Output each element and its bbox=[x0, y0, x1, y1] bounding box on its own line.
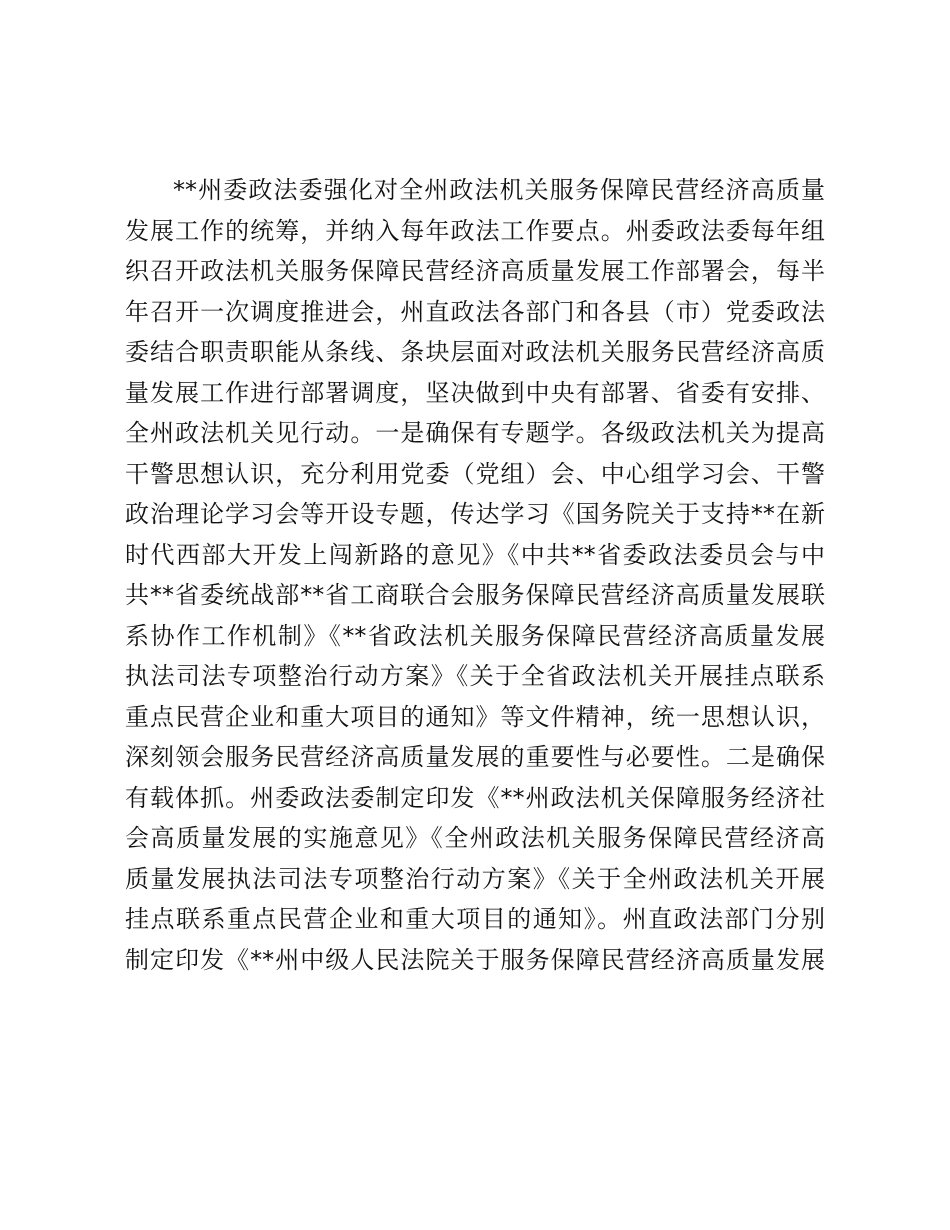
text-line: 政治理论学习会等开设专题，传达学习《国务院关于支持**在新 bbox=[125, 500, 825, 528]
text-line: 量发展工作进行部署调度，坚决做到中央有部署、省委有安排、 bbox=[125, 378, 825, 407]
text-line: **州委政法委强化对全州政法机关服务保障民营经济高质量 bbox=[173, 176, 825, 204]
text-line: 会高质量发展的实施意见》《全州政法机关服务保障民营经济高 bbox=[125, 824, 825, 852]
text-line: 质量发展执法司法专项整治行动方案》《关于全州政法机关开展 bbox=[125, 864, 825, 893]
text-line: 委结合职责职能从条线、条块层面对政法机关服务民营经济高质 bbox=[125, 338, 825, 366]
text-line: 制定印发《**州中级人民法院关于服务保障民营经济高质量发展 bbox=[125, 945, 825, 974]
text-line: 织召开政法机关服务保障民营经济高质量发展工作部署会，每半 bbox=[125, 257, 825, 285]
text-line: 重点民营企业和重大项目的通知》等文件精神，统一思想认识， bbox=[125, 702, 825, 731]
text-line: 时代西部大开发上闯新路的意见》《中共**省委政法委员会与中 bbox=[125, 540, 825, 569]
text-line: 干警思想认识，充分利用党委（党组）会、中心组学习会、干警 bbox=[125, 459, 825, 488]
text-line: 深刻领会服务民营经济高质量发展的重要性与必要性。二是确保 bbox=[125, 743, 825, 771]
text-line: 系协作工作机制》《**省政法机关服务保障民营经济高质量发展 bbox=[125, 621, 825, 650]
text-line: 挂点联系重点民营企业和重大项目的通知》。州直政法部门分别 bbox=[125, 905, 825, 933]
text-line: 有载体抓。州委政法委制定印发《**州政法机关保障服务经济社 bbox=[125, 783, 825, 812]
text-line: 执法司法专项整治行动方案》《关于全省政法机关开展挂点联系 bbox=[125, 662, 825, 690]
text-line: 发展工作的统筹，并纳入每年政法工作要点。州委政法委每年组 bbox=[125, 216, 825, 245]
text-line: 全州政法机关见行动。一是确保有专题学。各级政法机关为提高 bbox=[125, 419, 825, 447]
body-paragraph bbox=[125, 170, 825, 980]
text-line: 年召开一次调度推进会，州直政法各部门和各县（市）党委政法 bbox=[125, 297, 825, 326]
text-line: 共**省委统战部**省工商联合会服务保障民营经济高质量发展联 bbox=[125, 581, 825, 609]
